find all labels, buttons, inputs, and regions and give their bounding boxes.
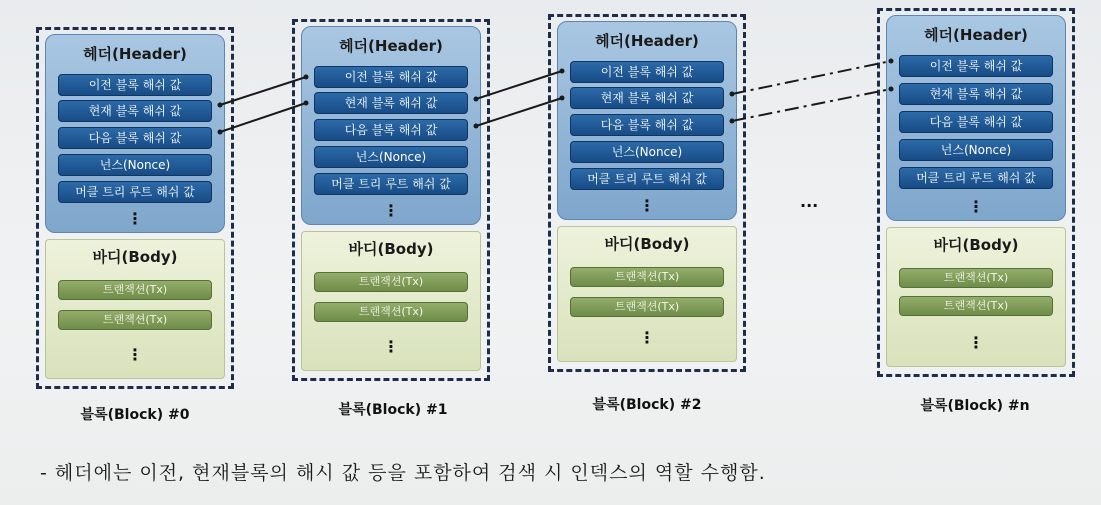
link-endpoint	[889, 59, 894, 64]
prev-hash-field: 이전 블록 해쉬 값	[570, 61, 724, 83]
prev-hash-field: 이전 블록 해쉬 값	[899, 55, 1053, 77]
vertical-ellipsis: ⋮	[383, 201, 399, 220]
prev-hash-field: 이전 블록 해쉬 값	[314, 66, 468, 88]
transaction-item: 트랜잭션(Tx)	[570, 297, 724, 317]
link-endpoint	[474, 97, 479, 102]
link-endpoint	[730, 119, 735, 124]
link-endpoint	[560, 96, 565, 101]
header-title: 헤더(Header)	[924, 26, 1028, 44]
transaction-item: 트랜잭션(Tx)	[314, 272, 468, 292]
nonce-field: 넌스(Nonce)	[570, 141, 724, 163]
caption-note: - 헤더에는 이전, 현재블록의 해시 값 등을 포함하여 검색 시 인덱스의 역할 수행함.	[40, 462, 766, 484]
nonce-field: 넌스(Nonce)	[314, 146, 468, 168]
link-b0-next-to-b1-current	[220, 103, 306, 132]
block-0-label: 블록(Block) #0	[80, 407, 190, 423]
link-b2-current-to-bn-prev	[732, 61, 891, 94]
link-endpoint	[560, 69, 565, 74]
more-blocks-ellipsis: ...	[800, 192, 819, 211]
next-hash-field: 다음 블록 해쉬 값	[899, 111, 1053, 133]
merkle-root-field: 머클 트리 루트 해쉬 값	[58, 181, 212, 203]
vertical-ellipsis: ⋮	[383, 337, 399, 356]
block-n-label: 블록(Block) #n	[920, 398, 1030, 414]
vertical-ellipsis: ⋮	[127, 209, 143, 228]
link-endpoint	[304, 101, 309, 106]
next-hash-field: 다음 블록 해쉬 값	[314, 119, 468, 141]
merkle-root-field: 머클 트리 루트 해쉬 값	[314, 173, 468, 195]
merkle-root-field: 머클 트리 루트 해쉬 값	[899, 167, 1053, 189]
body-title: 바디(Body)	[933, 236, 1019, 254]
next-hash-field: 다음 블록 해쉬 값	[58, 127, 212, 149]
body-title: 바디(Body)	[604, 235, 690, 253]
current-hash-field: 현재 블록 해쉬 값	[58, 100, 212, 122]
nonce-field: 넌스(Nonce)	[899, 139, 1053, 161]
vertical-ellipsis: ⋮	[639, 328, 655, 347]
vertical-ellipsis: ⋮	[639, 196, 655, 215]
header-title: 헤더(Header)	[83, 45, 187, 63]
transaction-item: 트랜잭션(Tx)	[570, 267, 724, 287]
header-title: 헤더(Header)	[339, 37, 443, 55]
transaction-item: 트랜잭션(Tx)	[314, 302, 468, 322]
link-endpoint	[474, 124, 479, 129]
transaction-item: 트랜잭션(Tx)	[899, 268, 1053, 288]
link-b1-current-to-b2-prev	[476, 71, 562, 99]
link-endpoint	[889, 87, 894, 92]
current-hash-field: 현재 블록 해쉬 값	[570, 87, 724, 109]
vertical-ellipsis: ⋮	[127, 345, 143, 364]
transaction-item: 트랜잭션(Tx)	[58, 310, 212, 330]
block-2-label: 블록(Block) #2	[592, 397, 702, 413]
transaction-item: 트랜잭션(Tx)	[58, 280, 212, 300]
next-hash-field: 다음 블록 해쉬 값	[570, 114, 724, 136]
link-b0-current-to-b1-prev	[220, 77, 306, 105]
vertical-ellipsis: ⋮	[968, 197, 984, 216]
link-endpoint	[218, 130, 223, 135]
nonce-field: 넌스(Nonce)	[58, 154, 212, 176]
block-1-label: 블록(Block) #1	[338, 402, 448, 418]
link-endpoint	[218, 103, 223, 108]
current-hash-field: 현재 블록 해쉬 값	[899, 83, 1053, 105]
link-endpoint	[730, 92, 735, 97]
prev-hash-field: 이전 블록 해쉬 값	[58, 74, 212, 96]
body-title: 바디(Body)	[348, 240, 434, 258]
vertical-ellipsis: ⋮	[968, 333, 984, 352]
link-b1-next-to-b2-current	[476, 98, 562, 126]
link-b2-next-to-bn-current	[732, 89, 891, 121]
transaction-item: 트랜잭션(Tx)	[899, 296, 1053, 316]
merkle-root-field: 머클 트리 루트 해쉬 값	[570, 168, 724, 190]
link-endpoint	[304, 75, 309, 80]
header-title: 헤더(Header)	[595, 32, 699, 50]
body-title: 바디(Body)	[92, 248, 178, 266]
current-hash-field: 현재 블록 해쉬 값	[314, 92, 468, 114]
